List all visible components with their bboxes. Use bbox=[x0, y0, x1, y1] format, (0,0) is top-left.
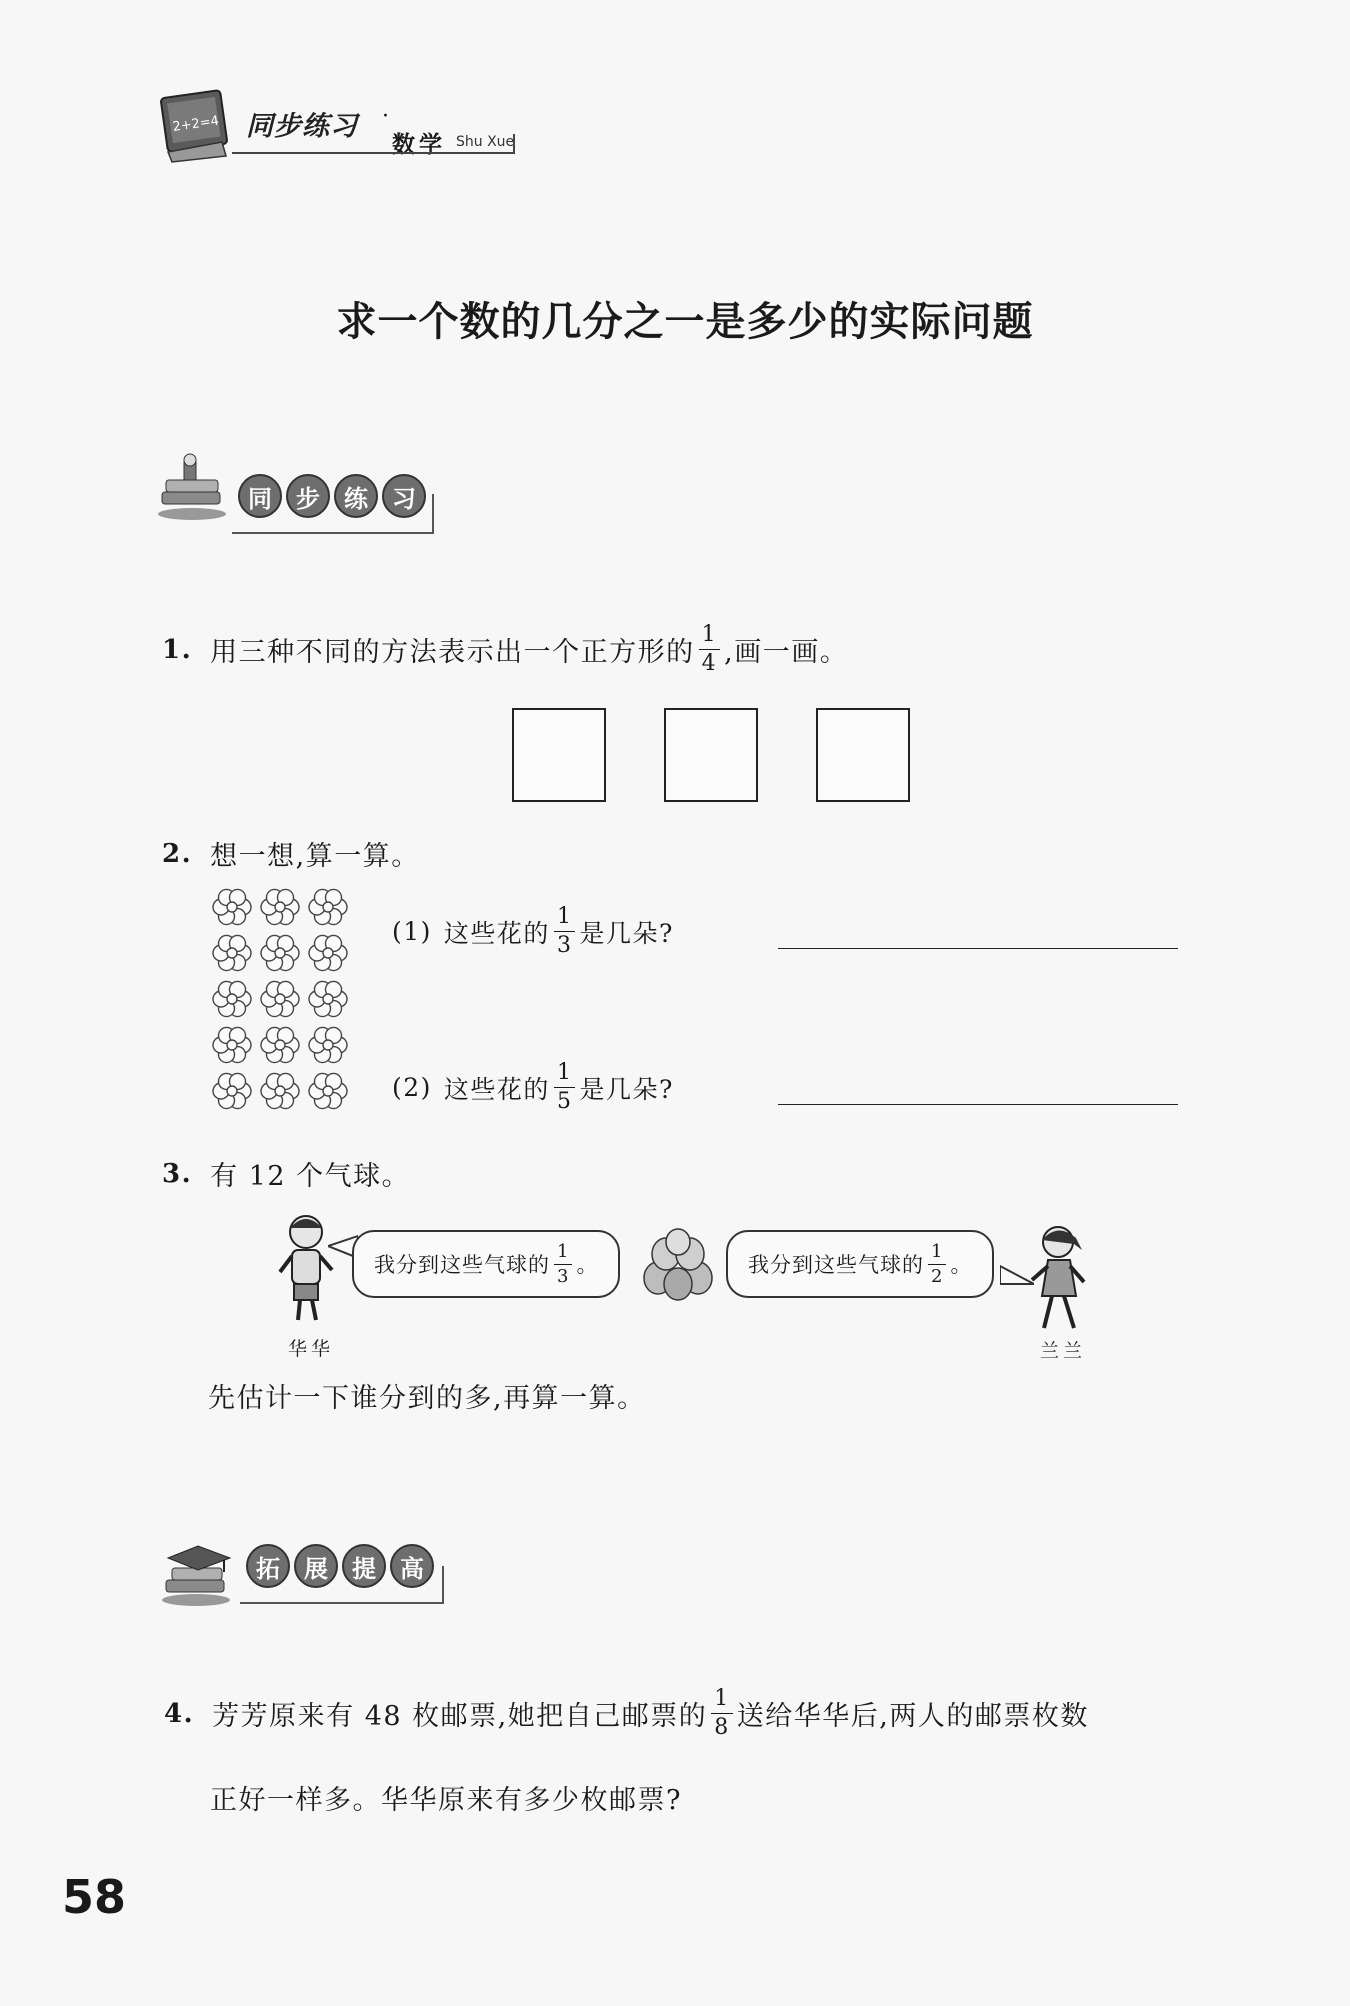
header-rule-end bbox=[513, 134, 515, 154]
sub-text: 这些花的 bbox=[443, 918, 550, 948]
flower-icon bbox=[256, 930, 304, 976]
question-2-part-2 bbox=[392, 1062, 674, 1113]
chalkboard-icon bbox=[158, 88, 232, 164]
girl-figure-icon bbox=[1024, 1220, 1094, 1340]
section-char: 拓 bbox=[246, 1544, 290, 1588]
answer-line[interactable] bbox=[778, 948, 1178, 949]
fraction-numerator: 1 bbox=[554, 1243, 572, 1265]
question-4-line-2: 正好一样多。华华原来有多少枚邮票? bbox=[210, 1785, 682, 1816]
section-label-practice bbox=[238, 474, 426, 520]
fraction-numerator: 1 bbox=[554, 906, 576, 932]
books-lamp-icon bbox=[154, 452, 232, 522]
section-char: 提 bbox=[342, 1544, 386, 1588]
section-char: 步 bbox=[286, 474, 330, 518]
balloons-icon bbox=[636, 1228, 720, 1308]
section-char: 展 bbox=[294, 1544, 338, 1588]
question-text: 芳芳原来有 48 枚邮票,她把自己邮票的 bbox=[212, 1701, 708, 1732]
question-1 bbox=[162, 624, 848, 675]
flower-icon bbox=[208, 1022, 256, 1068]
speech-text: 我分到这些气球的 bbox=[748, 1253, 924, 1277]
girl-speech-bubble bbox=[726, 1230, 994, 1298]
fraction bbox=[554, 1062, 576, 1113]
section-label-extension bbox=[246, 1544, 434, 1590]
flower-grid bbox=[208, 884, 354, 1116]
question-text: 用三种不同的方法表示出一个正方形的 bbox=[210, 637, 695, 668]
question-3 bbox=[162, 1154, 410, 1193]
section-underline-end bbox=[442, 1566, 444, 1604]
badge-text: 2+2=4 bbox=[171, 113, 220, 135]
section-underline bbox=[240, 1602, 442, 1604]
question-2 bbox=[162, 834, 420, 873]
page-title: 求一个数的几分之一是多少的实际问题 bbox=[336, 299, 1034, 345]
section-char: 习 bbox=[382, 474, 426, 518]
section-char: 高 bbox=[390, 1544, 434, 1588]
fraction-denominator: 5 bbox=[556, 1089, 573, 1114]
page-number: 58 bbox=[62, 1870, 127, 1924]
question-text-tail: 送给华华后,两人的邮票枚数 bbox=[736, 1701, 1089, 1732]
series-title: 同步练习 bbox=[246, 111, 358, 142]
speech-text-tail: 。 bbox=[576, 1253, 599, 1277]
header-rule bbox=[232, 152, 514, 154]
fraction-numerator: 1 bbox=[928, 1243, 946, 1265]
drawing-square[interactable] bbox=[816, 708, 910, 802]
drawing-square[interactable] bbox=[512, 708, 606, 802]
fraction bbox=[554, 906, 576, 957]
flower-icon bbox=[256, 884, 304, 930]
section-char: 练 bbox=[334, 474, 378, 518]
flower-icon bbox=[304, 1022, 352, 1068]
flower-icon bbox=[208, 884, 256, 930]
sub-prefix: (2) bbox=[392, 1073, 432, 1102]
question-text-tail: ,画一画。 bbox=[724, 637, 849, 668]
sub-prefix: (1) bbox=[392, 917, 432, 946]
flower-icon bbox=[304, 884, 352, 930]
answer-line[interactable] bbox=[778, 1104, 1178, 1105]
fraction-numerator: 1 bbox=[554, 1062, 576, 1088]
speech-text: 我分到这些气球的 bbox=[374, 1253, 550, 1277]
header-dot: · bbox=[382, 104, 389, 129]
question-text: 想一想,算一算。 bbox=[210, 841, 420, 872]
fraction-denominator: 8 bbox=[714, 1715, 730, 1740]
fraction bbox=[928, 1240, 946, 1287]
boy-speech-bubble bbox=[352, 1230, 620, 1298]
boy-figure-icon bbox=[272, 1210, 342, 1330]
fraction-numerator: 1 bbox=[699, 624, 721, 650]
speech-text-tail: 。 bbox=[950, 1253, 973, 1277]
section-underline-end bbox=[432, 494, 434, 534]
subject-pinyin: Shu Xue bbox=[456, 134, 515, 150]
question-2-part-1 bbox=[392, 906, 674, 957]
question-3-followup: 先估计一下谁分到的多,再算一算。 bbox=[208, 1383, 646, 1414]
flower-icon bbox=[304, 1068, 352, 1114]
flower-icon bbox=[208, 1068, 256, 1114]
boy-name: 华华 bbox=[288, 1338, 335, 1360]
flower-icon bbox=[304, 930, 352, 976]
question-number: 2. bbox=[162, 838, 193, 869]
fraction bbox=[554, 1240, 572, 1287]
fraction bbox=[711, 1688, 733, 1739]
sub-text-tail: 是几朵? bbox=[579, 918, 674, 948]
sub-text-tail: 是几朵? bbox=[579, 1074, 674, 1104]
fraction bbox=[699, 624, 721, 675]
flower-icon bbox=[304, 976, 352, 1022]
drawing-square[interactable] bbox=[664, 708, 758, 802]
fraction-denominator: 2 bbox=[931, 1265, 944, 1287]
flower-icon bbox=[256, 1068, 304, 1114]
girl-name: 兰兰 bbox=[1040, 1340, 1087, 1362]
fraction-denominator: 4 bbox=[701, 651, 718, 676]
question-number: 4. bbox=[164, 1698, 195, 1729]
question-4 bbox=[164, 1688, 1089, 1739]
flower-icon bbox=[208, 976, 256, 1022]
section-underline bbox=[232, 532, 432, 534]
subject-label: 数学 bbox=[392, 132, 446, 158]
question-text: 有 12 个气球。 bbox=[210, 1161, 411, 1192]
flower-icon bbox=[256, 1022, 304, 1068]
fraction-numerator: 1 bbox=[711, 1688, 733, 1714]
flower-icon bbox=[256, 976, 304, 1022]
fraction-denominator: 3 bbox=[556, 933, 573, 958]
section-char: 同 bbox=[238, 474, 282, 518]
fraction-denominator: 3 bbox=[557, 1265, 570, 1287]
sub-text: 这些花的 bbox=[443, 1074, 550, 1104]
question-number: 1. bbox=[162, 634, 193, 665]
graduation-books-icon bbox=[158, 1538, 236, 1608]
question-number: 3. bbox=[162, 1158, 193, 1189]
flower-icon bbox=[208, 930, 256, 976]
